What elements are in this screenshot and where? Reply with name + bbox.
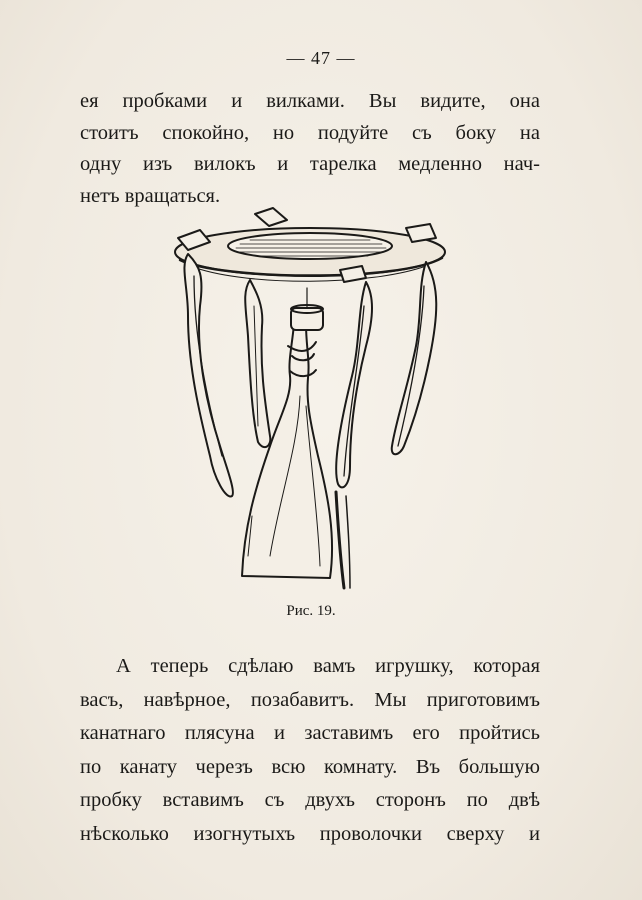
text-line: по канату черезъ всю комнату. Въ большую <box>80 755 540 778</box>
text-line: пробку вставимъ съ двухъ сторонъ по двѣ <box>80 789 540 811</box>
figure-caption: Рис. 19. <box>286 603 336 619</box>
text-line: нѣсколько изогнутыхъ проволочки сверху и <box>80 822 540 845</box>
text-line: стоитъ спокойно, но подуйте съ боку на <box>80 121 540 144</box>
text-line: канатнаго плясуна и заставимъ его пройтись <box>80 722 540 744</box>
page-number: — 47 — <box>286 48 356 68</box>
text-line: васъ, навѣрное, позабавитъ. Мы приготовимъ <box>80 688 540 711</box>
text-line: нетъ вращаться. <box>80 184 221 207</box>
paragraph-bottom <box>80 650 540 851</box>
text-line: ея пробками и вилками. Вы видите, она <box>80 90 540 112</box>
paragraph-top <box>80 86 540 212</box>
plate-on-forks-illustration <box>160 196 460 596</box>
text-line: А теперь сдѣлаю вамъ игрушку, которая <box>116 655 540 677</box>
text-line: одну изъ вилокъ и тарелка медленно нач- <box>80 153 540 175</box>
